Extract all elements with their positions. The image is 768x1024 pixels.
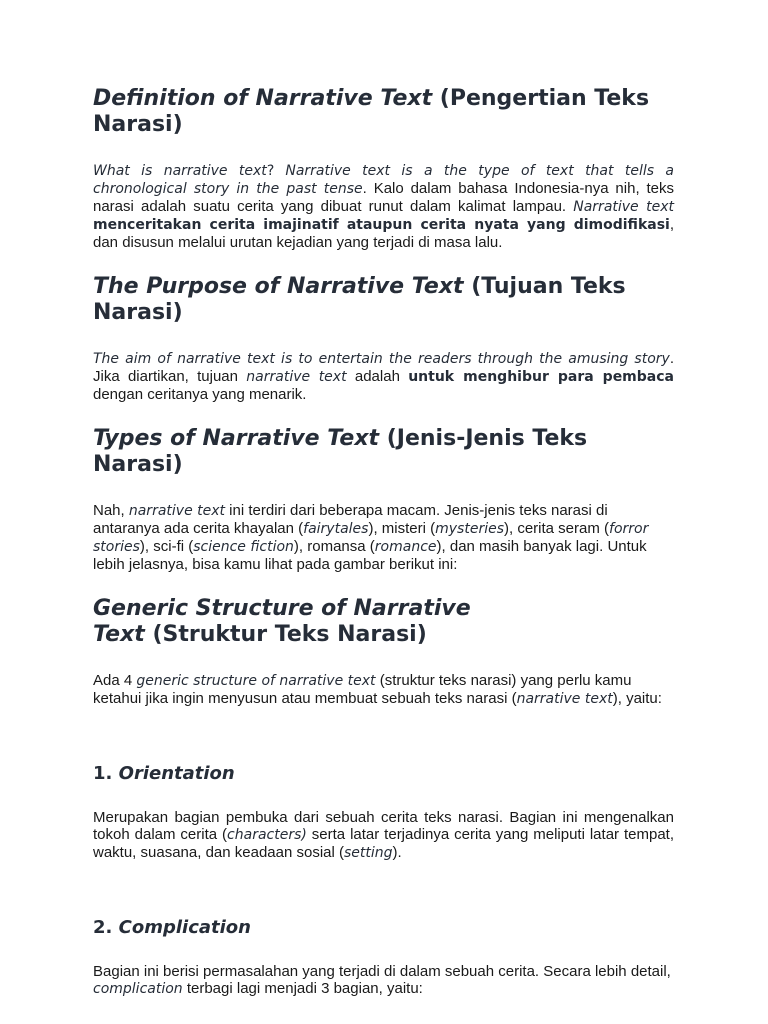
article-body <box>93 86 674 998</box>
heading-purpose: The Purpose of Narrative Text (Tujuan Teks Narasi) <box>93 274 626 325</box>
paragraph-complication: Bagian ini berisi permasalahan yang terjadi di dalam sebuah cerita. Secara lebih detail, complication terbagi lagi menjadi 3 bagian, yaitu: <box>93 963 671 997</box>
paragraph-types: Nah, narrative text ini terdiri dari beberapa macam. Jenis-jenis teks narasi di antaranya ada cerita khayalan (fairytales), misteri (mysteries), cerita seram (forror stories), sci-fi (science fiction), romansa (romance), dan masih banyak lagi. Untuk lebih jelasnya, bisa kamu lihat pada gambar berikut ini: <box>93 502 649 573</box>
heading-definition: Definition of Narrative Text (Pengertian Teks Narasi) <box>93 86 650 137</box>
heading-orientation: 1. Orientation <box>93 763 235 784</box>
heading-types: Types of Narrative Text (Jenis-Jenis Teks Narasi) <box>93 426 588 477</box>
heading-generic-structure: Generic Structure of Narrative Text (Struktur Teks Narasi) <box>93 596 471 647</box>
paragraph-generic-structure: Ada 4 generic structure of narrative text (struktur teks narasi) yang perlu kamu ketahui jika ingin menyusun atau membuat sebuah teks narasi (narrative text), yaitu: <box>93 672 662 707</box>
paragraph-definition: What is narrative text? Narrative text is a the type of text that tells a chronological story in the past tense. Kalo dalam bahasa Indonesia-nya nih, teks narasi adalah suatu cerita yang dibuat runut dalam kalimat lampau. Narrative text menceritakan cerita imajinatif ataupun cerita nyata yang dimodifikasi, dan disusun melalui urutan kejadian yang terjadi di masa lalu. <box>93 163 675 251</box>
paragraph-orientation: Merupakan bagian pembuka dari sebuah cerita teks narasi. Bagian ini mengenalkan tokoh dalam cerita (characters) serta latar terjadinya cerita yang meliputi latar tempat, waktu, suasana, dan keadaan sosial (setting). <box>93 809 674 861</box>
paragraph-purpose: The aim of narrative text is to entertain the readers through the amusing story. Jika diartikan, tujuan narrative text adalah untuk menghibur para pembaca dengan ceritanya yang menarik. <box>93 350 674 403</box>
heading-complication: 2. Complication <box>93 917 251 938</box>
